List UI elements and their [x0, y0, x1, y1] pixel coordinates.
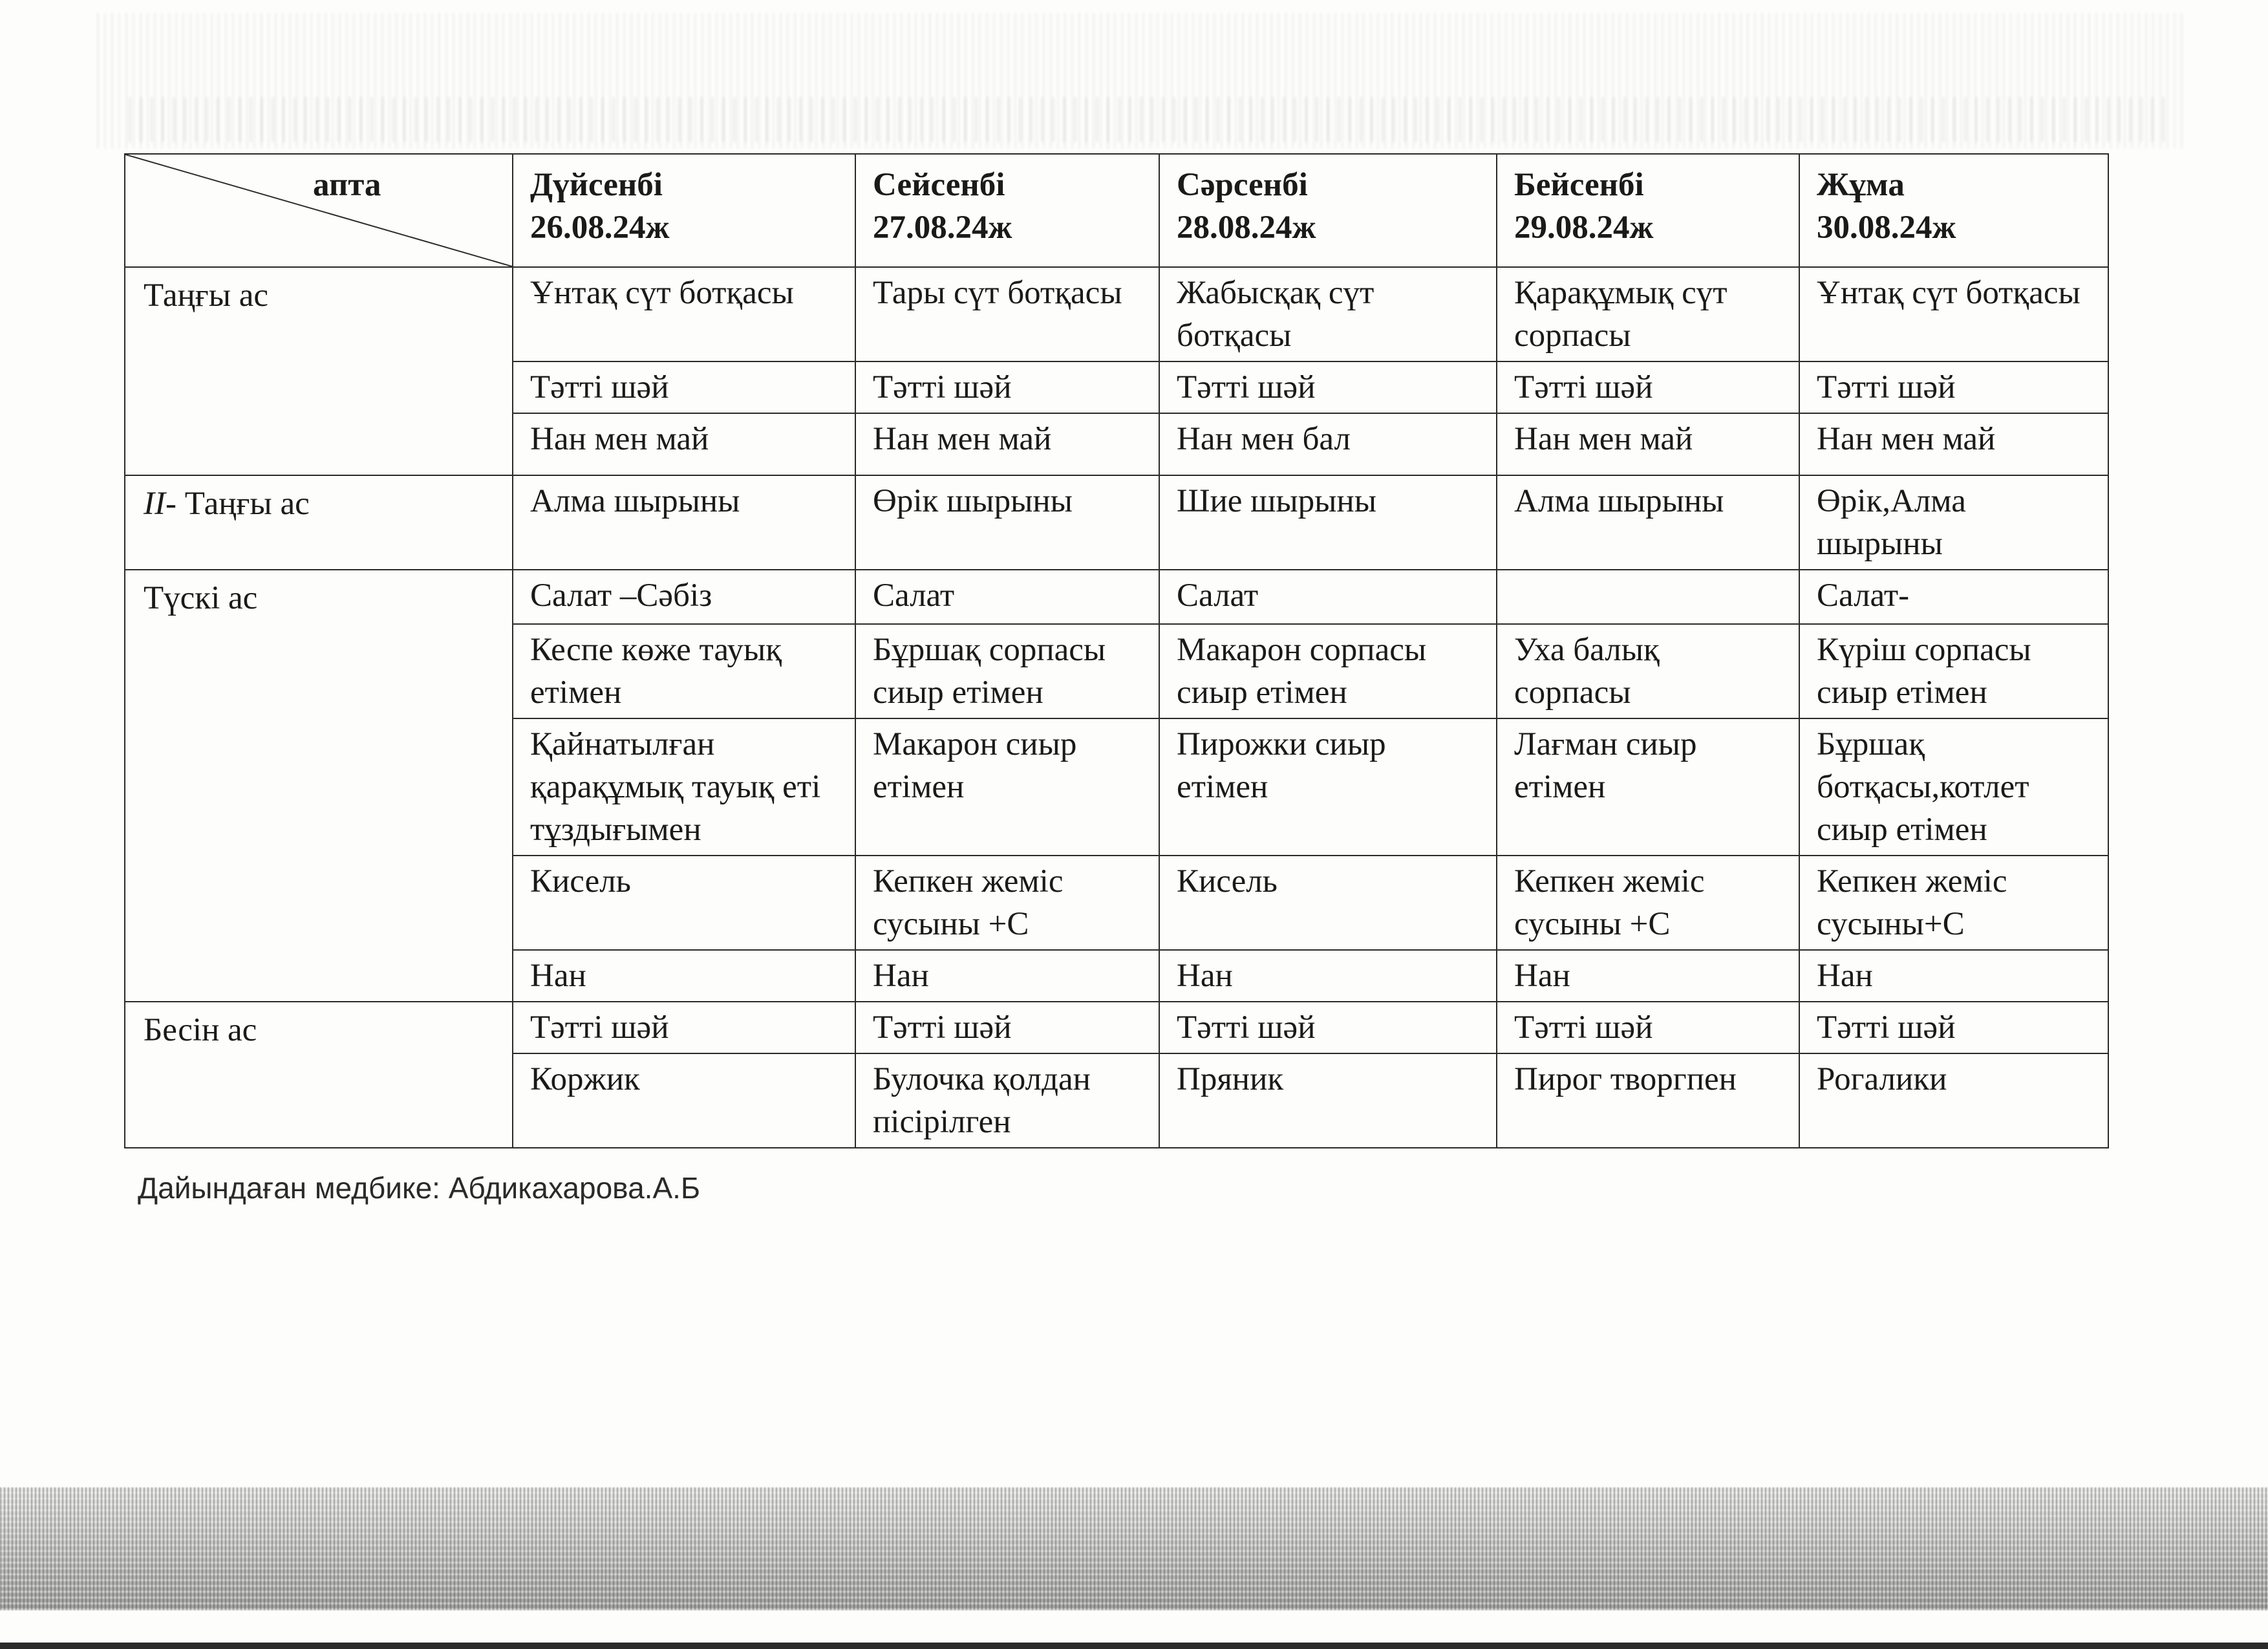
scan-edge-band	[0, 1643, 2268, 1649]
menu-cell: Қайнатылған қарақұмық тауық еті тұздығымен	[513, 718, 855, 856]
menu-cell: Тәтті шәй	[1799, 1002, 2108, 1053]
menu-cell: Нан	[855, 950, 1159, 1002]
menu-cell: Тәтті шәй	[855, 361, 1159, 413]
menu-cell: Кепкен жеміс сусыны +С	[855, 856, 1159, 950]
menu-cell: Салат –Сәбіз	[513, 570, 855, 624]
day-header-tuesday	[855, 154, 1159, 267]
menu-cell: Қарақұмық сүт сорпасы	[1497, 267, 1799, 361]
day-date: 27.08.24ж	[873, 210, 1012, 246]
menu-cell: Нан мен май	[1799, 413, 2108, 475]
day-name: Сәрсенбі	[1177, 167, 1308, 203]
menu-cell: Тәтті шәй	[1159, 1002, 1497, 1053]
menu-cell: Күріш сорпасы сиыр етімен	[1799, 624, 2108, 718]
menu-cell: Салат	[1159, 570, 1497, 624]
day-date: 30.08.24ж	[1817, 210, 1956, 246]
menu-cell: Рогалики	[1799, 1053, 2108, 1148]
meal-lunch: Түскі ас	[125, 570, 513, 1002]
day-name: Сейсенбі	[873, 167, 1005, 203]
table-row	[125, 475, 2108, 570]
day-date: 29.08.24ж	[1514, 210, 1654, 246]
meal-second-breakfast	[125, 475, 513, 570]
day-name: Дүйсенбі	[530, 167, 663, 203]
menu-cell: Нан мен май	[855, 413, 1159, 475]
menu-cell: Макарон сиыр етімен	[855, 718, 1159, 856]
menu-cell: Ұнтақ сүт ботқасы	[513, 267, 855, 361]
menu-cell: Салат	[855, 570, 1159, 624]
menu-cell: Пряник	[1159, 1053, 1497, 1148]
menu-cell: Кисель	[513, 856, 855, 950]
meal-breakfast: Таңғы ас	[125, 267, 513, 475]
menu-cell: Булочка қолдан пісірілген	[855, 1053, 1159, 1148]
menu-cell: Тәтті шәй	[1799, 361, 2108, 413]
menu-cell: Өрік шырыны	[855, 475, 1159, 570]
day-date: 28.08.24ж	[1177, 210, 1316, 246]
day-name: Бейсенбі	[1514, 167, 1644, 203]
menu-cell: Кеспе көже тауық етімен	[513, 624, 855, 718]
weekly-menu-table	[124, 153, 2109, 1148]
meal-snack: Бесін ас	[125, 1002, 513, 1148]
menu-cell: Салат-	[1799, 570, 2108, 624]
menu-cell: Нан	[1799, 950, 2108, 1002]
table-row	[125, 1002, 2108, 1053]
menu-cell: Шие шырыны	[1159, 475, 1497, 570]
scan-noise-bottom	[0, 1487, 2268, 1610]
menu-cell: Коржик	[513, 1053, 855, 1148]
roman-numeral: II	[144, 486, 166, 522]
menu-cell: Макарон сорпасы сиыр етімен	[1159, 624, 1497, 718]
menu-cell: Пирог творгпен	[1497, 1053, 1799, 1148]
menu-cell: Нан мен май	[513, 413, 855, 475]
menu-cell: Нан мен бал	[1159, 413, 1497, 475]
day-name: Жұма	[1817, 167, 1905, 203]
menu-cell: Нан	[1159, 950, 1497, 1002]
menu-cell: Өрік,Алма шырыны	[1799, 475, 2108, 570]
menu-cell	[1497, 570, 1799, 624]
menu-cell: Нан мен май	[1497, 413, 1799, 475]
menu-cell: Тәтті шәй	[855, 1002, 1159, 1053]
menu-cell: Тәтті шәй	[513, 1002, 855, 1053]
week-label: апта	[313, 167, 381, 203]
menu-cell: Бұршақ ботқасы,котлет сиыр етімен	[1799, 718, 2108, 856]
menu-cell: Тәтті шәй	[1159, 361, 1497, 413]
prepared-by-signature: Дайындаған медбике: Абдикахарова.А.Б	[138, 1171, 701, 1205]
menu-cell: Ұнтақ сүт ботқасы	[1799, 267, 2108, 361]
header-row	[125, 154, 2108, 267]
menu-cell: Тары сүт ботқасы	[855, 267, 1159, 361]
menu-cell: Алма шырыны	[513, 475, 855, 570]
corner-header-cell	[125, 154, 513, 267]
menu-cell: Тәтті шәй	[1497, 1002, 1799, 1053]
menu-cell: Кисель	[1159, 856, 1497, 950]
table-row	[125, 267, 2108, 361]
menu-cell: Тәтті шәй	[513, 361, 855, 413]
menu-cell: Уха балық сорпасы	[1497, 624, 1799, 718]
scan-noise-top-strip	[129, 97, 2166, 142]
day-header-wednesday	[1159, 154, 1497, 267]
menu-cell: Кепкен жеміс сусыны+С	[1799, 856, 2108, 950]
menu-cell: Алма шырыны	[1497, 475, 1799, 570]
day-date: 26.08.24ж	[530, 210, 670, 246]
day-header-friday	[1799, 154, 2108, 267]
menu-cell: Бұршақ сорпасы сиыр етімен	[855, 624, 1159, 718]
table-row	[125, 570, 2108, 624]
day-header-thursday	[1497, 154, 1799, 267]
meal-label: - Таңғы ас	[165, 486, 310, 522]
menu-cell: Кепкен жеміс сусыны +С	[1497, 856, 1799, 950]
menu-cell: Нан	[1497, 950, 1799, 1002]
day-header-monday	[513, 154, 855, 267]
menu-cell: Тәтті шәй	[1497, 361, 1799, 413]
menu-cell: Жабысқақ сүт ботқасы	[1159, 267, 1497, 361]
menu-cell: Лағман сиыр етімен	[1497, 718, 1799, 856]
menu-cell: Нан	[513, 950, 855, 1002]
menu-cell: Пирожки сиыр етімен	[1159, 718, 1497, 856]
